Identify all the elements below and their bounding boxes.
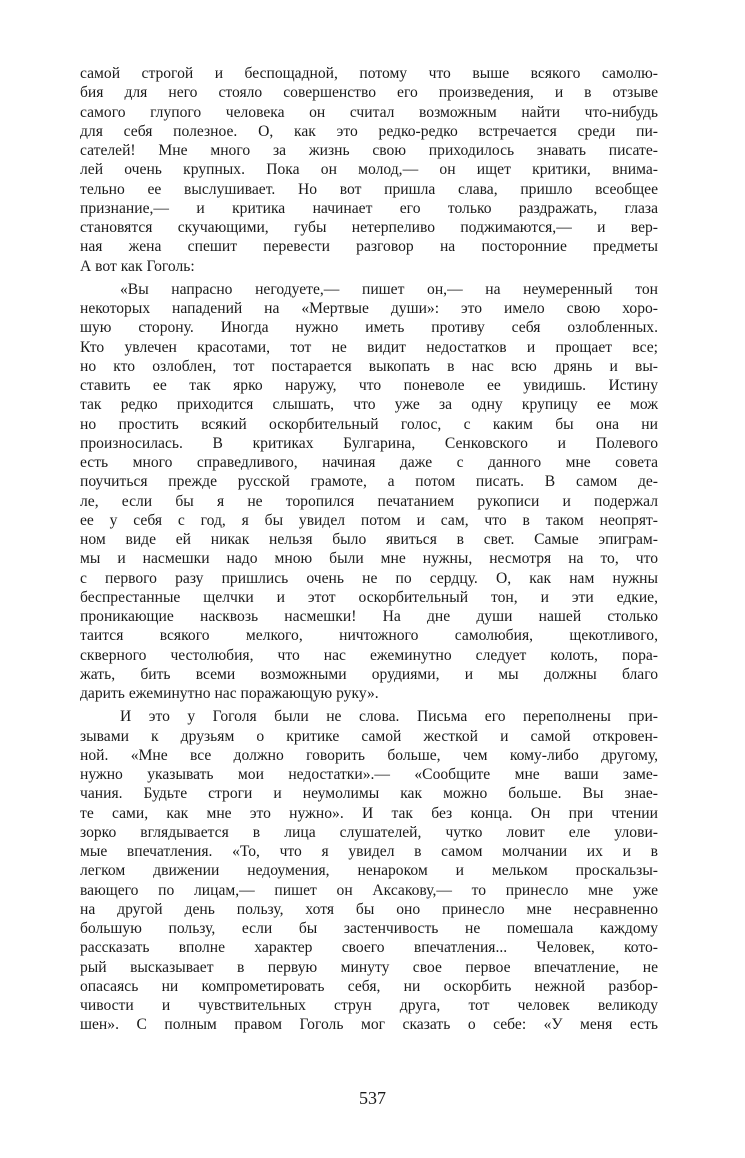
text-line: лей очень крупных. Пока он молод,— он ищет критики, внима-	[80, 161, 658, 179]
text-line: признание,— и критика начинает его только раздражать, глаза	[80, 199, 658, 217]
text-line: некоторых нападений на «Мертвые души»: это имело свою хоро-	[80, 300, 658, 317]
paragraph-3	[80, 707, 658, 1034]
paragraph-1	[80, 64, 658, 276]
text-line: чания. Будьте строги и неумолимы как можно больше. Вы знае-	[80, 785, 658, 803]
paragraph-2-quote	[80, 280, 658, 704]
text-line: поучиться прежде русской грамоте, а потом писать. В самом де-	[80, 473, 658, 491]
text-line: тельно ее выслушивает. Но вот пришла слава, пришло всеобщее	[80, 180, 658, 198]
text-line: «Вы напрасно негодуете,— пишет он,— на неумеренный тон	[120, 280, 658, 298]
text-line: И это у Гоголя были не слова. Письма его переполнены при-	[120, 708, 658, 726]
text-line: беспрестанные щелчки и этот оскорбительный тон, и эти едкие,	[80, 588, 658, 606]
text-line: самого глупого человека он считал возможным найти что-нибудь	[80, 103, 658, 121]
text-line: вающего по лицам,— пишет он Аксакову,— то принесло мне уже	[80, 881, 658, 899]
text-line: для себя полезное. О, как это редко-редко встречается среди пи-	[80, 122, 658, 140]
text-line: но кто озлоблен, тот постарается выкопать в нас всю дрянь и вы-	[80, 357, 658, 375]
text-line: проникающие насквозь насмешки! На дне души нашей столько	[80, 608, 658, 625]
text-line: Кто увлечен красотами, тот не видит недостатков и прощает все;	[80, 338, 658, 356]
text-line: дарить ежеминутно нас поражающую руку».	[80, 685, 379, 702]
text-line: рый высказывает в первую минуту свое первое впечатление, не	[80, 958, 658, 976]
text-line: но простить всякий оскорбительный голос, с каким бы она ни	[80, 415, 658, 433]
page-number: 537	[359, 1088, 386, 1108]
text-line: ее у себя с год, я бы увидел потом и сам, что в таком неопрят-	[80, 511, 658, 529]
text-line: ной. «Мне все должно говорить больше, чем кому-либо другому,	[80, 746, 658, 764]
text-line: шую сторону. Иногда нужно иметь противу себя озлобленных.	[80, 319, 658, 337]
text-line: ная жена спешит перевести разговор на посторонние предметы	[80, 238, 658, 256]
text-line: А вот как Гоголь:	[80, 257, 195, 275]
text-line: легком движении недоумения, ненароком и мельком проскальзы-	[80, 862, 658, 880]
page-body	[80, 64, 658, 1035]
text-line: мы и насмешки надо мною были мне нужны, несмотря на то, что	[80, 550, 658, 568]
text-line: нужно указывать мои недостатки».— «Сообщите мне ваши заме-	[80, 766, 658, 783]
text-line: скверного честолюбия, что нас ежеминутно следует колоть, пора-	[80, 646, 658, 664]
text-line: зывами к друзьям о критике самой жесткой и самой откровен-	[80, 727, 658, 745]
text-line: бия для него стояло совершенство его произведения, и в отзыве	[80, 84, 658, 102]
text-line: самой строгой и беспощадной, потому что выше всякого самолю-	[80, 65, 658, 82]
text-line: зорко вглядывается в лица слушателей, чутко ловит еле улови-	[80, 823, 658, 841]
text-line: чивости и чувствительных струн друга, тот человек великоду	[80, 997, 658, 1014]
text-line: ле, если бы я не торопился печатанием рукописи и подержал	[80, 492, 658, 510]
text-line: ставить ее так ярко наружу, что поневоле ее увидишь. Истину	[80, 377, 658, 394]
text-line: становятся скучающими, губы нетерпеливо поджимаются,— и вер-	[80, 219, 658, 236]
text-line: на другой день пользу, хотя бы оно принесло мне несравненно	[80, 900, 658, 918]
text-line: сателей! Мне много за жизнь свою приходилось знавать писате-	[80, 142, 658, 159]
text-line: опасаясь ни компрометировать себя, ни оскорбить нежной разбор-	[80, 977, 658, 995]
text-line: рассказать вполне характер своего впечатления... Человек, кото-	[80, 939, 658, 957]
text-line: жать, бить всеми возможными орудиями, и мы должны благо	[80, 665, 658, 683]
text-line: так редко приходится слышать, что уже за одну крупицу ее мож	[80, 396, 658, 414]
text-line: ном виде ей никак нельзя было явиться в свет. Самые эпиграм-	[80, 531, 658, 548]
text-line: есть много справедливого, начиная даже с данного мне совета	[80, 454, 658, 471]
text-line: с первого разу пришлись очень не по сердцу. О, как нам нужны	[80, 569, 658, 587]
text-line: мые впечатления. «То, что я увидел в самом молчании их и в	[80, 843, 658, 860]
text-line: те сами, как мне это нужно». И так без конца. Он при чтении	[80, 804, 658, 822]
text-line: произносилась. В критиках Булгарина, Сенковского и Полевого	[80, 434, 658, 452]
text-line: таится всякого мелкого, ничтожного самолюбия, щекотливого,	[80, 627, 658, 645]
text-line: шен». С полным правом Гоголь мог сказать о себе: «У меня есть	[80, 1016, 658, 1034]
text-line: большую пользу, если бы застенчивость не помешала каждому	[80, 920, 658, 937]
